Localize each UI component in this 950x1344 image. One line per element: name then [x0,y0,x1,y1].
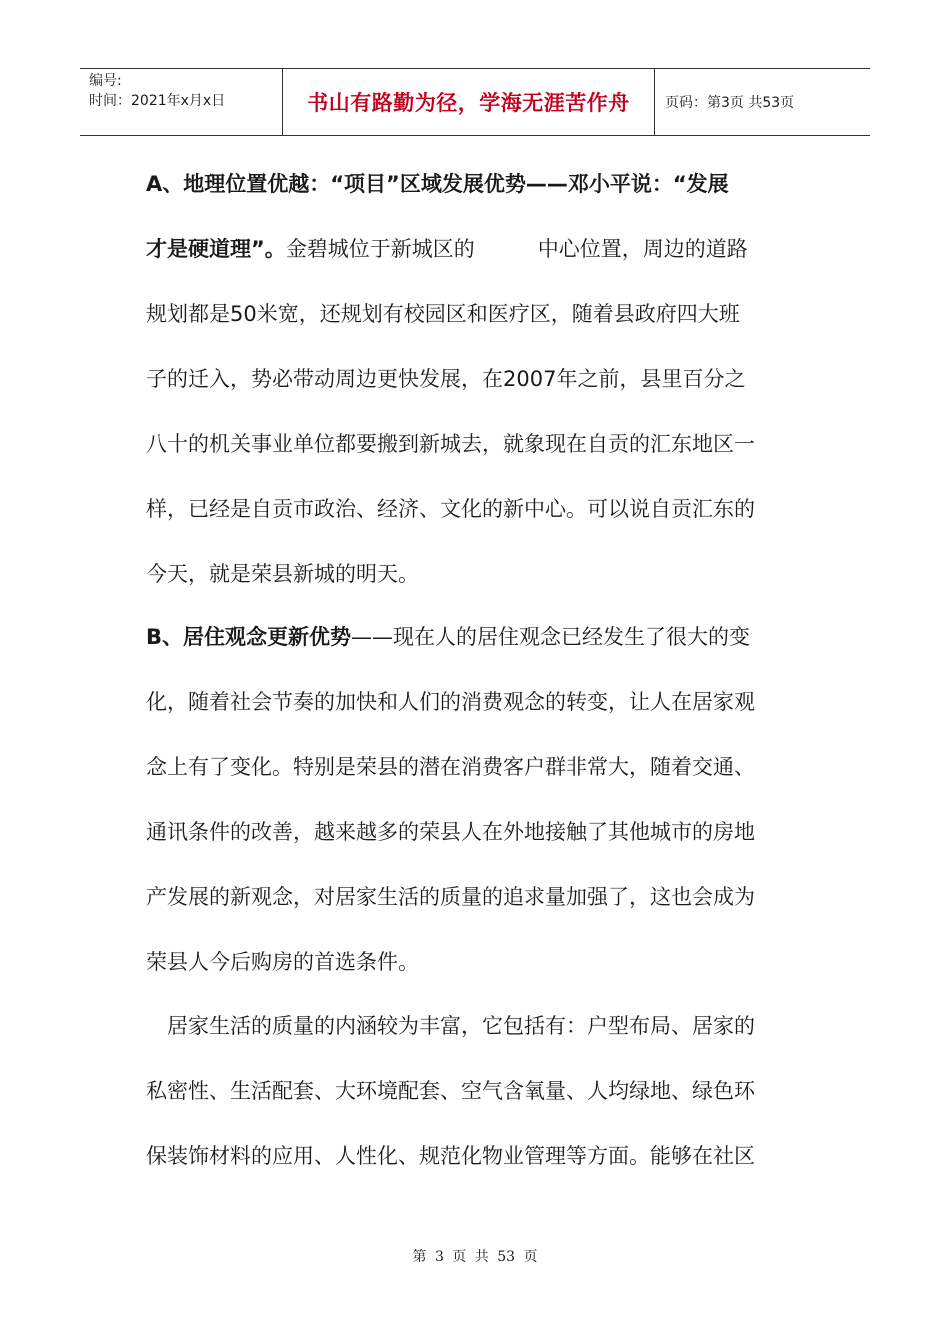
section-a-line [146,217,806,282]
section-b-line: 荣县人今后购房的首选条件。 [146,950,419,974]
document-time-label: 时间：2021年x月x日 [89,93,226,109]
page-footer: 第 3 页 共 53 页 [412,1249,538,1265]
section-b-line: 通讯条件的改善，越来越多的荣县人在外地接触了其他城市的房地 [146,820,755,844]
document-number-label: 编号: [89,73,122,89]
section-b-line: 念上有了变化。特别是荣县的潜在消费客户群非常大，随着交通、 [146,755,755,779]
section-b-line0-text: ——现在人的居住观念已经发生了很大的变 [351,625,751,649]
section-b-line: 化，随着社会节奏的加快和人们的消费观念的转变，让人在居家观 [146,690,755,714]
section-b-heading: B、居住观念更新优势 [146,625,352,649]
section-b-paragraph [146,605,806,995]
header-motto: 书山有路勤为径，学海无涯苦作舟 [282,69,655,135]
section-a-line: 今天，就是荣县新城的明天。 [146,562,419,586]
header-meta [80,69,282,135]
section-a-line: 规划都是50米宽，还规划有校园区和医疗区，随着县政府四大班 [146,302,740,326]
header-page-code: 页码：第3页 共53页 [665,95,795,111]
section-b-line: 产发展的新观念，对居家生活的质量的追求量加强了，这也会成为 [146,885,755,909]
section-a-heading-cont: 才是硬道理”。 [146,237,286,261]
section-a-line: 八十的机关事业单位都要搬到新城去，就象现在自贡的汇东地区一 [146,432,755,456]
section-a-line: 子的迁入，势必带动周边更快发展，在2007年之前，县里百分之 [146,367,746,391]
section-b-line [146,605,806,670]
section-a-line: 样，已经是自贡市政治、经济、文化的新中心。可以说自贡汇东的 [146,497,755,521]
section-c-paragraph [146,994,806,1189]
section-c-line: 保装饰材料的应用、人性化、规范化物业管理等方面。能够在社区 [146,1144,755,1168]
section-c-line: 居家生活的质量的内涵较为丰富，它包括有：户型布局、居家的 [146,1014,755,1038]
section-a-paragraph [146,152,806,607]
page-header [80,68,870,136]
section-c-line: 私密性、生活配套、大环境配套、空气含氧量、人均绿地、绿色环 [146,1079,755,1103]
section-a-line1-text: 金碧城位于新城区的 中心位置，周边的道路 [285,237,748,261]
section-a-heading: A、地理位置优越：“项目”区域发展优势——邓小平说：“发展 [146,172,729,196]
